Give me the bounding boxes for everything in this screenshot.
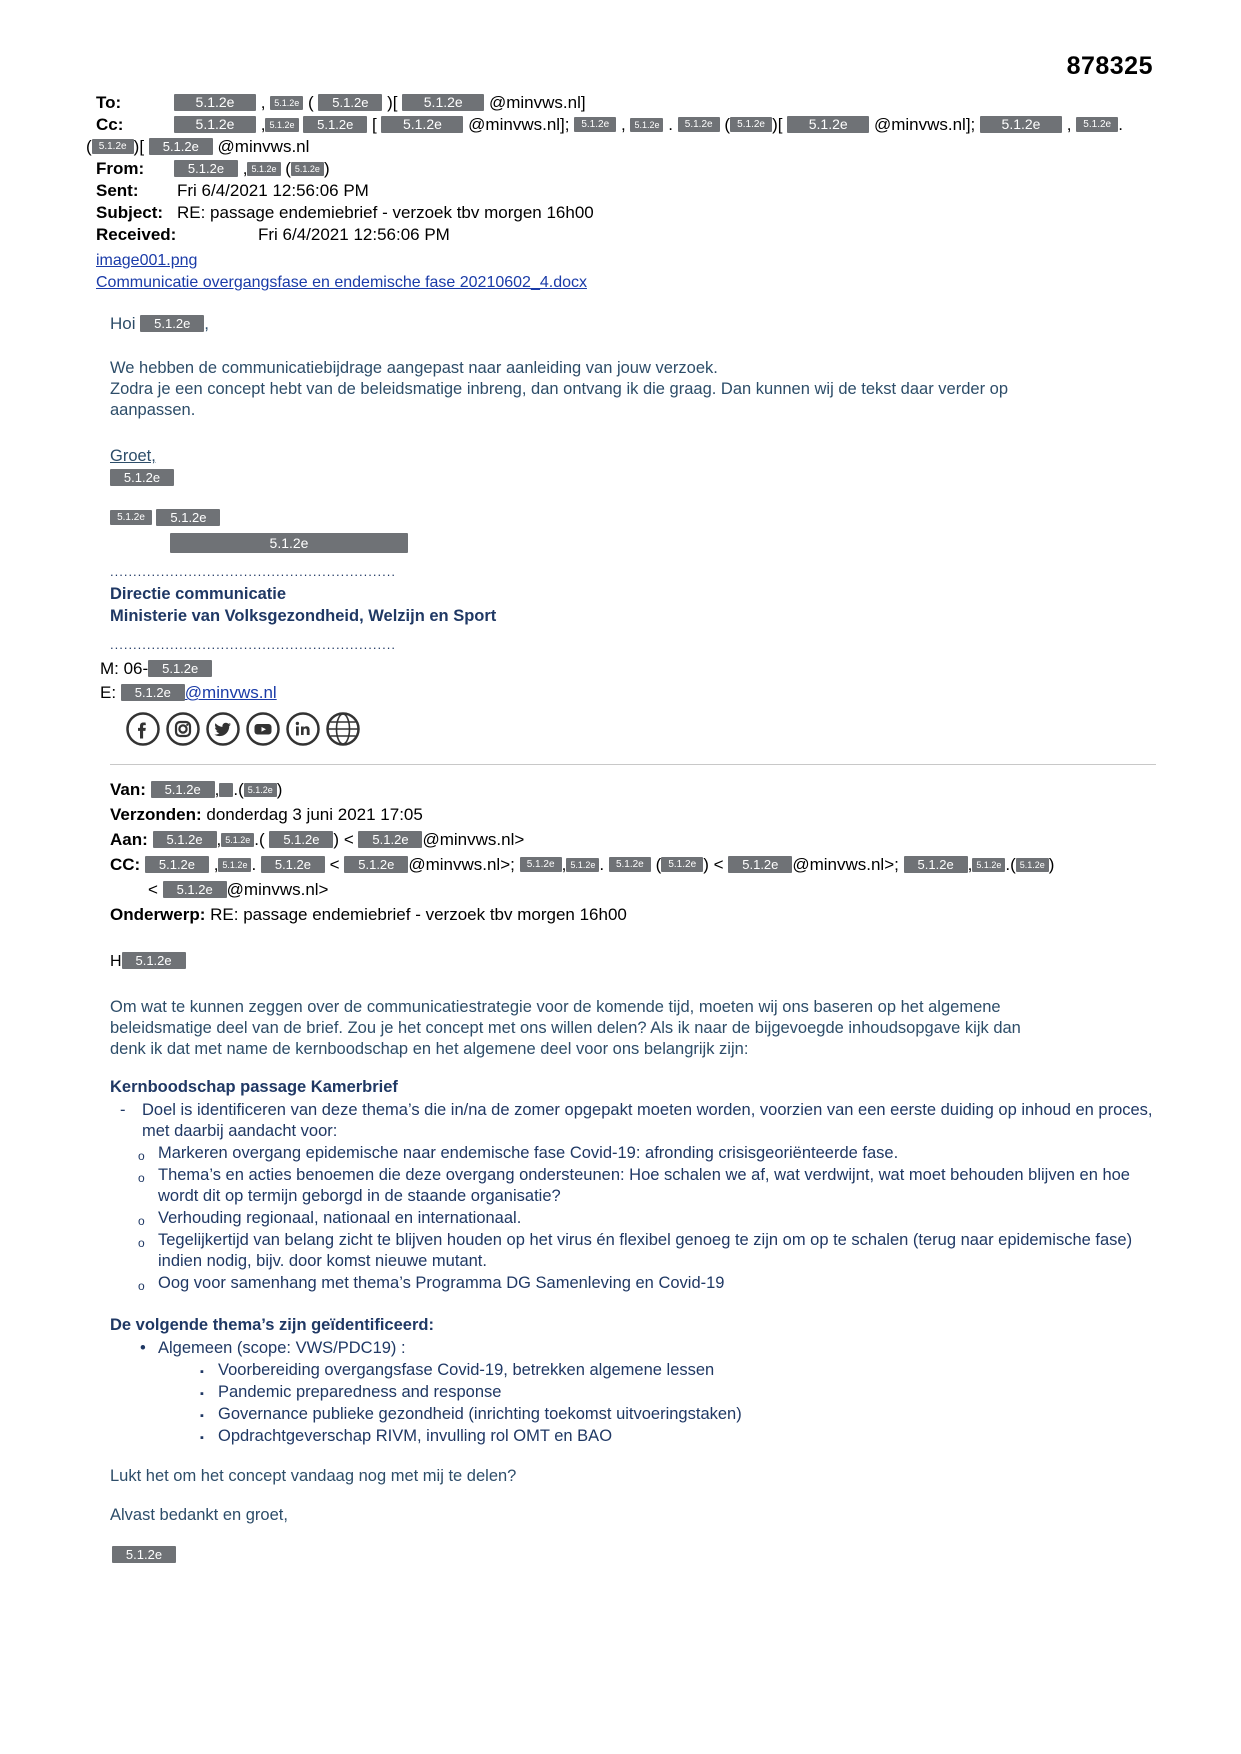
qcc-lt2: < bbox=[713, 855, 724, 874]
cc-value bbox=[174, 114, 1156, 135]
instagram-icon[interactable] bbox=[166, 712, 200, 746]
aan-lt: < bbox=[343, 830, 354, 849]
cc-paren3: ( bbox=[86, 137, 92, 156]
to-sep: , bbox=[260, 93, 266, 112]
redaction-block: 5.1.2e bbox=[174, 160, 238, 177]
redaction-block: 5.1.2e bbox=[163, 881, 227, 898]
header-row-received bbox=[96, 224, 1156, 245]
redaction-block: 5.1.2e bbox=[265, 118, 298, 132]
redaction-block: 5.1.2e bbox=[787, 116, 869, 133]
aan-paren1: .( bbox=[254, 830, 265, 849]
header-row-sent bbox=[96, 180, 1156, 201]
quoted-signature bbox=[110, 1547, 1156, 1565]
redaction-block: 5.1.2e bbox=[270, 96, 303, 110]
closing-line: Groet, bbox=[110, 447, 156, 465]
qcc-lt1: < bbox=[329, 855, 340, 874]
van-paren2: ) bbox=[276, 780, 283, 799]
youtube-icon[interactable] bbox=[246, 712, 280, 746]
signature-mobile bbox=[100, 656, 1156, 682]
body-paragraph-1: We hebben de communicatiebijdrage aangepast naar aanleiding van jouw verzoek. bbox=[110, 359, 718, 377]
redaction-block: 5.1.2e bbox=[291, 162, 324, 176]
from-label: From: bbox=[96, 159, 145, 178]
quoted-intro-1: Om wat te kunnen zeggen over de communicatiestrategie voor de komende tijd, moeten wij ons baseren op het algemene bbox=[110, 998, 1001, 1016]
redaction-block: 5.1.2e bbox=[1076, 117, 1118, 132]
qcc-sep3: , bbox=[561, 855, 567, 874]
redaction-block: 5.1.2e bbox=[145, 856, 209, 873]
quoted-row-aan bbox=[110, 827, 1156, 852]
qcc-sep2: . bbox=[251, 855, 257, 874]
signature-role bbox=[110, 510, 1156, 528]
redaction-block: 5.1.2e bbox=[151, 781, 215, 798]
van-sep: , bbox=[214, 780, 220, 799]
redaction-block: 5.1.2e bbox=[566, 858, 599, 872]
qcc-suffix2: @minvws.nl>; bbox=[792, 855, 899, 874]
signature-divider-top: .............................................................. bbox=[110, 564, 396, 579]
redaction-block: 5.1.2e bbox=[121, 684, 185, 701]
redaction-block: 5.1.2e bbox=[630, 118, 663, 132]
signature-ministry: Ministerie van Volksgezondheid, Welzijn en Sport bbox=[110, 607, 497, 625]
to-suffix: @minvws.nl] bbox=[488, 93, 586, 112]
mobile-label: M: 06- bbox=[100, 659, 149, 678]
header-row-cc bbox=[96, 114, 1156, 135]
to-paren-open: ( bbox=[307, 93, 314, 112]
list-item: ▪ Voorbereiding overgangsfase Covid-19, betrekken algemene lessen bbox=[110, 1360, 1156, 1381]
list-item: o Verhouding regionaal, nationaal en internationaal. bbox=[110, 1208, 1156, 1229]
section-title-themas: De volgende thema’s zijn geïdentificeerd: bbox=[110, 1316, 434, 1334]
received-value: Fri 6/4/2021 12:56:06 PM bbox=[258, 225, 450, 244]
quoted-row-verzonden bbox=[110, 802, 1156, 827]
onderwerp-label: Onderwerp: bbox=[110, 905, 206, 924]
signature-email-link[interactable]: @minvws.nl bbox=[184, 683, 277, 702]
redaction-block: 5.1.2e bbox=[728, 856, 792, 873]
redaction-block: 5.1.2e bbox=[148, 660, 212, 677]
list-item: • Algemeen (scope: VWS/PDC19) : bbox=[110, 1338, 1156, 1359]
from-sep: , bbox=[242, 159, 248, 178]
attachment-list bbox=[96, 250, 1156, 294]
redaction-block: 5.1.2e bbox=[153, 831, 217, 848]
redaction-block: 5.1.2e bbox=[110, 469, 174, 486]
redaction-block: 5.1.2e bbox=[140, 315, 204, 332]
body-paragraph-3: aanpassen. bbox=[110, 401, 196, 419]
redaction-block: 5.1.2e bbox=[303, 116, 367, 133]
signature-department: Directie communicatie bbox=[110, 585, 287, 603]
quoted-divider bbox=[110, 764, 1156, 765]
qcc-paren1: ( bbox=[655, 855, 662, 874]
list-item: o Thema’s en acties benoemen die deze overgang ondersteunen: Hoe schalen we af, wat verdwijnt, wat moet behouden blijven en hoe wordt dit op termijn geborgd in de staande organisatie? bbox=[110, 1165, 1156, 1207]
signature-divider-bottom: .............................................................. bbox=[110, 637, 396, 652]
redaction-block: 5.1.2e bbox=[402, 94, 484, 111]
section-1-list bbox=[110, 1100, 1156, 1142]
subject-label: Subject: bbox=[96, 203, 164, 222]
quoted-tail-2: Alvast bedankt en groet, bbox=[110, 1506, 288, 1524]
quoted-intro-3: denk ik dat met name de kernboodschap en het algemene deel voor ons belangrijk zijn: bbox=[110, 1040, 749, 1058]
quoted-row-cc bbox=[110, 852, 1156, 877]
redaction-block: 5.1.2e bbox=[904, 856, 968, 873]
redaction-block: 5.1.2e bbox=[112, 1546, 176, 1563]
redaction-block: 5.1.2e bbox=[520, 857, 562, 872]
header-row-cc-continued bbox=[86, 136, 1156, 157]
list-item: - Doel is identificeren van deze thema’s die in/na de zomer opgepakt moeten worden, voorzien van een eerste duiding op inhoud en proces, met daarbij aandacht voor: bbox=[110, 1100, 1156, 1142]
quoted-header bbox=[110, 777, 1156, 927]
cc-sep3: . bbox=[668, 115, 673, 134]
section-title-kernboodschap: Kernboodschap passage Kamerbrief bbox=[110, 1078, 398, 1096]
list-item: ▪ Opdrachtgeverschap RIVM, invulling rol OMT en BAO bbox=[110, 1426, 1156, 1447]
sent-value: Fri 6/4/2021 12:56:06 PM bbox=[177, 181, 369, 200]
redaction-block: 5.1.2e bbox=[218, 858, 251, 872]
redaction-block: 5.1.2e bbox=[344, 856, 408, 873]
greeting-prefix: Hoi bbox=[110, 314, 136, 333]
van-paren1: .( bbox=[233, 780, 244, 799]
redaction-block: 5.1.2e bbox=[381, 116, 463, 133]
aan-suffix: @minvws.nl> bbox=[422, 830, 525, 849]
redaction-block: 5.1.2e bbox=[269, 831, 333, 848]
aan-label: Aan: bbox=[110, 830, 148, 849]
list-item: ▪ Pandemic preparedness and response bbox=[110, 1382, 1156, 1403]
section-2-sublist bbox=[110, 1360, 1156, 1447]
cc-sep2: , bbox=[620, 115, 626, 134]
redaction-block: 5.1.2e bbox=[730, 117, 772, 132]
greeting-suffix: , bbox=[204, 314, 209, 333]
cc-paren1: ( bbox=[724, 115, 731, 134]
qcc-sep6: .( bbox=[1005, 855, 1016, 874]
section-1-sublist bbox=[110, 1143, 1156, 1294]
redaction-block: 5.1.2e bbox=[221, 833, 254, 847]
qcc-sep4: . bbox=[599, 855, 605, 874]
website-icon[interactable] bbox=[326, 712, 360, 746]
redaction-block: 5.1.2e bbox=[318, 94, 382, 111]
from-paren-open: ( bbox=[285, 159, 291, 178]
email-header bbox=[86, 92, 1156, 245]
list-item: o Markeren overgang epidemische naar endemische fase Covid-19: afronding crisisgeoriënteerde fase. bbox=[110, 1143, 1156, 1164]
from-value bbox=[174, 158, 1156, 179]
cc-value-continued bbox=[86, 136, 1156, 157]
onderwerp-value: RE: passage endemiebrief - verzoek tbv morgen 16h00 bbox=[210, 905, 627, 924]
redaction-block: 5.1.2e bbox=[972, 858, 1005, 872]
to-paren-close: )[ bbox=[387, 93, 398, 112]
facebook-icon[interactable] bbox=[126, 712, 160, 746]
qcc-sep7: ) bbox=[1048, 855, 1055, 874]
cc-suffix3: @minvws.nl bbox=[217, 137, 310, 156]
cc-suffix1: @minvws.nl]; bbox=[468, 115, 570, 134]
redaction-block: 5.1.2e bbox=[174, 94, 256, 111]
redaction-block: 5.1.2e bbox=[247, 162, 280, 176]
cc-paren2: )[ bbox=[772, 115, 783, 134]
redaction-block: 5.1.2e bbox=[122, 952, 186, 969]
van-label: Van: bbox=[110, 780, 146, 799]
header-row-from bbox=[96, 158, 1156, 179]
cc-sep5: . bbox=[1118, 115, 1123, 134]
redaction-block: 5.1.2e bbox=[110, 510, 152, 525]
cc-sep4: , bbox=[1066, 115, 1072, 134]
redaction-block: 5.1.2e bbox=[661, 857, 703, 872]
quoted-greeting bbox=[110, 953, 1156, 971]
redaction-block: 5.1.2e bbox=[149, 138, 213, 155]
cc-bracket1: [ bbox=[371, 115, 377, 134]
redaction-block: 5.1.2e bbox=[358, 831, 422, 848]
signature-email bbox=[100, 680, 1156, 706]
redaction-block: 5.1.2e bbox=[170, 533, 408, 553]
document-number: 878325 bbox=[1066, 52, 1153, 80]
cc-paren4: )[ bbox=[133, 137, 145, 156]
redaction-block: 5.1.2e bbox=[609, 857, 651, 872]
email-label: E: bbox=[100, 683, 117, 702]
header-row-subject bbox=[96, 202, 1156, 223]
qcc-suffix3: @minvws.nl> bbox=[226, 880, 329, 899]
cc-label: Cc: bbox=[96, 115, 124, 134]
twitter-icon[interactable] bbox=[206, 712, 240, 746]
body-paragraph-2: Zodra je een concept hebt van de beleidsmatige inbreng, dan ontvang ik die graag. Dan kunnen wij de tekst daar verder op bbox=[110, 380, 1009, 398]
redaction-block: 5.1.2e bbox=[92, 139, 134, 154]
quoted-tail-1: Lukt het om het concept vandaag nog met mij te delen? bbox=[110, 1467, 517, 1485]
redaction-block: 5.1.2e bbox=[261, 856, 325, 873]
to-value bbox=[174, 92, 1156, 113]
subject-value: RE: passage endemiebrief - verzoek tbv morgen 16h00 bbox=[177, 203, 594, 222]
redaction-block bbox=[219, 783, 233, 797]
qcc-paren2: ) bbox=[703, 855, 709, 874]
aan-paren2: ) bbox=[333, 830, 340, 849]
list-item: o Tegelijkertijd van belang zicht te blijven houden op het virus én flexibel genoeg te zijn om op te schalen (terug naar epidemische fase) indien nodig, bijv. door komst nieuwe mutant. bbox=[110, 1230, 1156, 1272]
qcc-sep1: , bbox=[213, 855, 219, 874]
qcc-lt3: < bbox=[148, 880, 158, 899]
to-label: To: bbox=[96, 93, 122, 112]
redaction-block: 5.1.2e bbox=[574, 117, 616, 132]
redaction-block: 5.1.2e bbox=[678, 117, 720, 132]
verzonden-value: donderdag 3 juni 2021 17:05 bbox=[206, 805, 423, 824]
redaction-block: 5.1.2e bbox=[174, 116, 256, 133]
sent-label: Sent: bbox=[96, 181, 139, 200]
list-item: ▪ Governance publieke gezondheid (inrichting toekomst uitvoeringstaken) bbox=[110, 1404, 1156, 1425]
social-icons bbox=[110, 712, 1156, 746]
cc-sep1: , bbox=[260, 115, 266, 134]
linkedin-icon[interactable] bbox=[286, 712, 320, 746]
email-content bbox=[86, 92, 1156, 1565]
quoted-intro-2: beleidsmatige deel van de brief. Zou je het concept met ons willen delen? Als ik naar de bijgevoegde inhoudsopgave kijk dan bbox=[110, 1019, 1021, 1037]
redaction-block: 5.1.2e bbox=[1016, 858, 1049, 872]
quoted-cc-label: CC: bbox=[110, 855, 141, 874]
redaction-block: 5.1.2e bbox=[156, 509, 220, 526]
quoted-greeting-prefix: H bbox=[110, 953, 122, 970]
list-item: o Oog voor samenhang met thema’s Programma DG Samenleving en Covid-19 bbox=[110, 1273, 1156, 1294]
quoted-row-cc-continued bbox=[110, 877, 1156, 902]
quoted-row-van bbox=[110, 777, 1156, 802]
from-paren-close: ) bbox=[323, 159, 330, 178]
redaction-block: 5.1.2e bbox=[244, 783, 277, 797]
greeting-line bbox=[110, 314, 1156, 334]
attachment-link-image[interactable]: image001.png bbox=[96, 252, 198, 269]
received-label: Received: bbox=[96, 225, 177, 244]
signature-name bbox=[110, 470, 1156, 488]
quoted-body bbox=[110, 953, 1156, 1565]
section-2-list bbox=[110, 1338, 1156, 1359]
redaction-block: 5.1.2e bbox=[980, 116, 1062, 133]
aan-sep1: , bbox=[216, 830, 222, 849]
cc-suffix2: @minvws.nl]; bbox=[873, 115, 976, 134]
email-body bbox=[96, 314, 1156, 1565]
header-row-to bbox=[96, 92, 1156, 113]
attachment-link-docx[interactable]: Communicatie overgangsfase en endemische fase 20210602_4.docx bbox=[96, 274, 587, 291]
qcc-suffix1: @minvws.nl>; bbox=[408, 855, 515, 874]
qcc-sep5: , bbox=[967, 855, 973, 874]
quoted-row-onderwerp bbox=[110, 902, 1156, 927]
verzonden-label: Verzonden: bbox=[110, 805, 202, 824]
signature-extra bbox=[110, 534, 1156, 554]
